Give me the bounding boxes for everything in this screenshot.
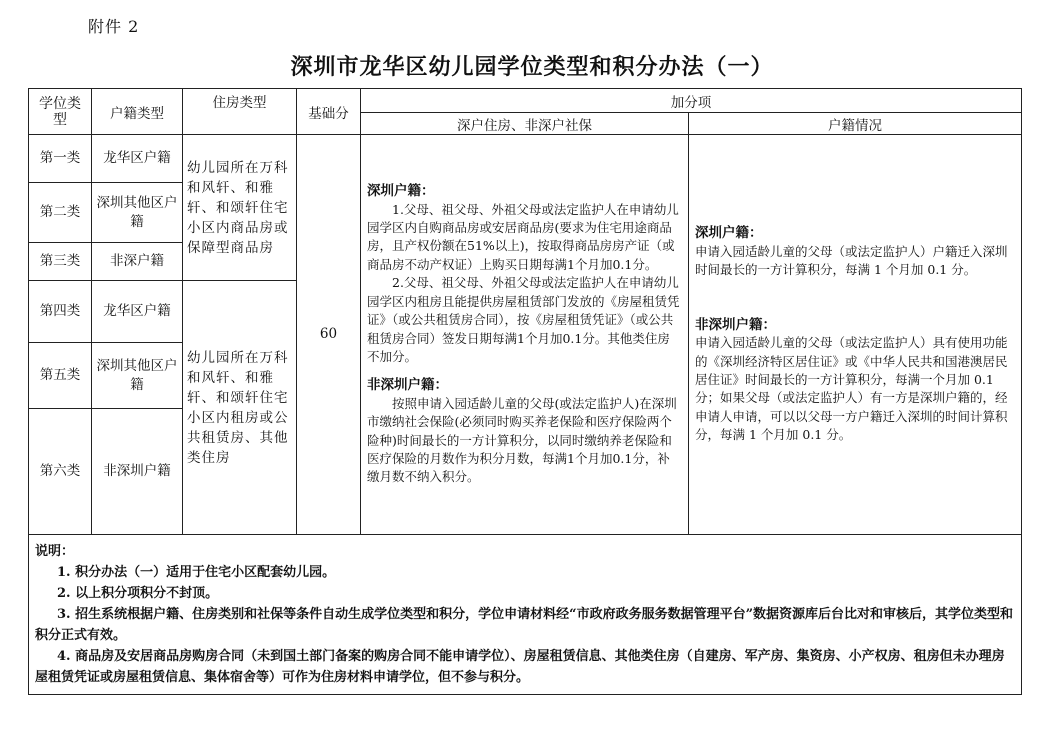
header-bonus: 加分项 (361, 89, 1022, 113)
right-nsz-title: 非深圳户籍： (695, 316, 776, 333)
row-type: 第六类 (29, 409, 92, 535)
header-type: 学位类型 (29, 89, 92, 135)
header-housing: 住房类型 (183, 89, 297, 135)
row-type: 第五类 (29, 343, 92, 409)
row-hukou: 深圳其他区户籍 (92, 183, 183, 243)
sz-rule-2: 2.父母、祖父母、外祖父母或法定监护人在申请幼儿园学区内租房且能提供房屋租赁部门发放的《房屋租赁凭证》（或公共租赁房合同），按《房屋租赁凭证》（或公共租赁房合同）签发日期每满1个月加0.1分。其他类住房不加分。 (367, 275, 680, 364)
header-sub-housing: 深户住房、非深户社保 (361, 113, 689, 135)
header-sub-hukou: 户籍情况 (689, 113, 1022, 135)
nsz-rule: 按照申请入园适龄儿童的父母(或法定监护人)在深圳市缴纳社会保险(必须同时购买养老保险和医疗保险两个险种)时间最长的一方计算积分，以同时缴纳养老保险和医疗保险的月数作为积分月数，每满1个月加0.1分，补缴月数不纳入积分。 (367, 395, 677, 485)
sz-title: 深圳户籍： (367, 183, 435, 200)
notes-title: 说明： (35, 544, 75, 559)
row-type: 第二类 (29, 183, 92, 243)
right-sz-text: 申请入园适龄儿童的父母（或法定监护人）户籍迁入深圳时间最长的一方计算积分，每满 1 个月加 0.1 分。 (695, 243, 1008, 278)
base-score: 60 (297, 135, 361, 535)
attachment-label: 附件 2 (88, 17, 140, 36)
row-hukou: 龙华区户籍 (92, 281, 183, 343)
document-title: 深圳市龙华区幼儿园学位类型和积分办法（一） (290, 54, 774, 80)
housing-owned: 幼儿园所在万科和风轩、和雅轩、和颂轩住宅小区内商品房或保障型商品房 (183, 135, 297, 281)
right-nsz-text: 申请入园适龄儿童的父母（或法定监护人）具有使用功能的《深圳经济特区居住证》或《中华人民共和国港澳居民居住证》时间最长的一方计算积分，每满一个月加 0.1 分；如果父母（或法定监护人）有一方是深圳户籍的，经申请人申请，可以以父母一方户籍迁入深圳的时间计算积分，每满 1 个月加 0.1 分。 (695, 335, 1008, 443)
header-hukou: 户籍类型 (92, 89, 183, 135)
row-hukou: 非深圳户籍 (92, 409, 183, 535)
row-hukou: 深圳其他区户籍 (92, 343, 183, 409)
row-hukou: 非深户籍 (92, 243, 183, 281)
right-sz-title: 深圳户籍： (695, 225, 763, 242)
note-item: 3. 招生系统根据户籍、住房类别和社保等条件自动生成学位类型和积分，学位申请材料经“市政府政务服务数据管理平台”数据资源库后台比对和审核后，其学位类型和积分正式有效。 (35, 607, 1014, 643)
row-hukou: 龙华区户籍 (92, 135, 183, 183)
notes-section (29, 535, 1022, 695)
points-table (28, 88, 1022, 695)
note-item: 2. 以上积分项积分不封顶。 (57, 586, 219, 601)
housing-rented: 幼儿园所在万科和风轩、和雅轩、和颂轩住宅小区内租房或公共租赁房、其他类住房 (183, 281, 297, 535)
row-type: 第三类 (29, 243, 92, 281)
note-item: 1. 积分办法（一）适用于住宅小区配套幼儿园。 (57, 565, 336, 580)
nsz-title: 非深圳户籍： (367, 377, 448, 394)
row-type: 第四类 (29, 281, 92, 343)
sz-rule-1: 1.父母、祖父母、外祖父母或法定监护人在申请幼儿园学区内自购商品房或安居商品房(要求为住宅用途商品房，且产权份额在51%以上)，按取得商品房房产证（或商品房不动产权证）上购买日期每满1个月加0.1分。 (367, 201, 679, 272)
note-item: 4. 商品房及安居商品房购房合同（未到国土部门备案的购房合同不能申请学位）、房屋租赁信息、其他类住房（自建房、军产房、集资房、小产权房、租房但未办理房屋租赁凭证或房屋租赁信息、集体宿舍等）可作为住房材料申请学位，但不参与积分。 (35, 649, 1005, 685)
hukou-bonus-cell (689, 135, 1022, 535)
header-base: 基础分 (297, 89, 361, 135)
housing-bonus-cell (361, 135, 689, 535)
row-type: 第一类 (29, 135, 92, 183)
